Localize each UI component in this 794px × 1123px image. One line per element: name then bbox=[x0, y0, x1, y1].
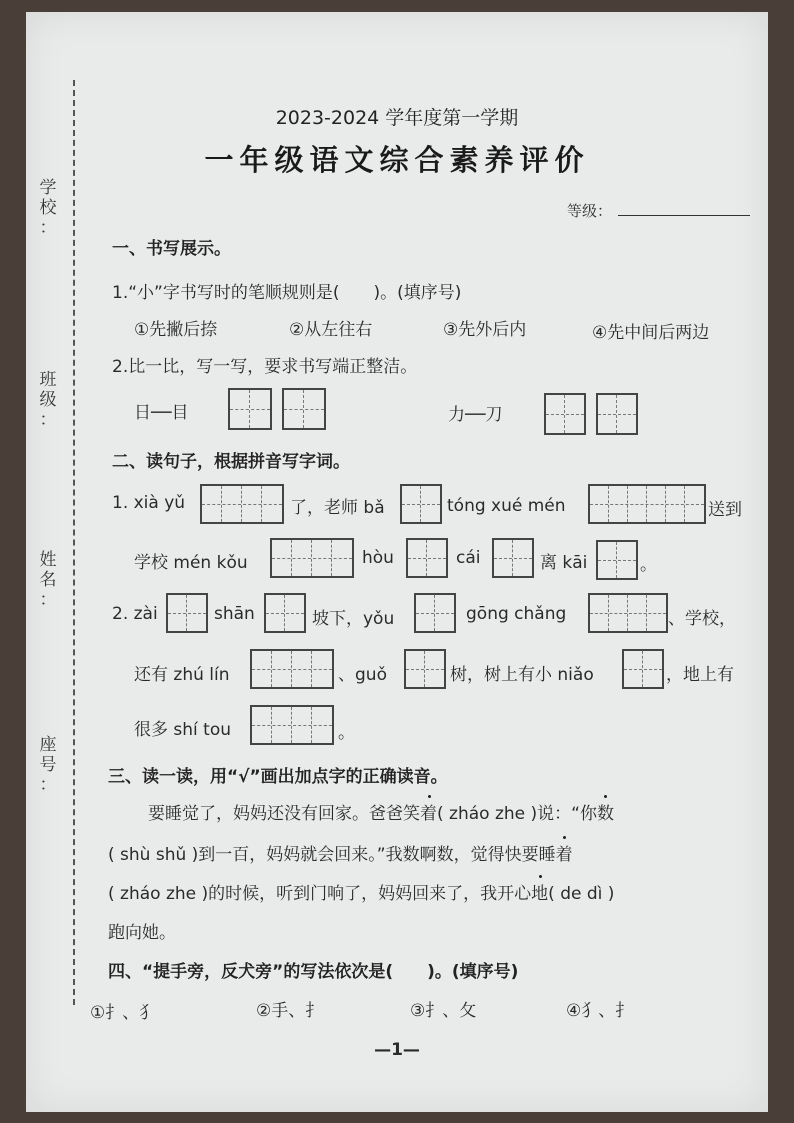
seat-label: 座 号 ： bbox=[39, 735, 57, 795]
writing-box[interactable] bbox=[270, 538, 354, 578]
writing-box[interactable] bbox=[200, 484, 284, 524]
term-heading: 2023-2024 学年度第一学期 bbox=[275, 107, 519, 129]
section1-q1: 1.“小”字书写时的笔顺规则是( )。(填序号) bbox=[112, 283, 462, 303]
writing-box[interactable] bbox=[414, 593, 456, 633]
writing-box[interactable] bbox=[544, 393, 586, 435]
punct: 。 bbox=[640, 555, 657, 575]
pinyin-cai: cái bbox=[456, 548, 481, 568]
writing-box[interactable] bbox=[166, 593, 208, 633]
dotted-char: 着 bbox=[556, 840, 573, 865]
text-xuexiao: 、学校， bbox=[668, 609, 736, 629]
writing-box[interactable] bbox=[282, 388, 326, 430]
section3-heading: 三、读一读，用“√”画出加点字的正确读音。 bbox=[108, 767, 448, 787]
text-dishangyou: ，地上有 bbox=[666, 665, 734, 685]
name-label: 姓 名 ： bbox=[39, 550, 57, 610]
pinyin-shitou: 很多 shí tou bbox=[134, 720, 232, 740]
pair-1: 日──目 bbox=[134, 403, 189, 423]
punct: 。 bbox=[338, 723, 355, 743]
writing-box[interactable] bbox=[406, 538, 448, 578]
dotted-char: 着 bbox=[420, 799, 437, 824]
passage-line-4: 跑向她。 bbox=[108, 923, 176, 943]
q4-option-1: ①扌、犭 bbox=[90, 1003, 157, 1023]
page-number: —1— bbox=[374, 1040, 420, 1060]
text-poxia: 坡下，yǒu bbox=[312, 609, 395, 629]
writing-box[interactable] bbox=[588, 593, 668, 633]
writing-box[interactable] bbox=[596, 393, 638, 435]
class-label: 班 级 ： bbox=[39, 370, 57, 430]
writing-box[interactable] bbox=[228, 388, 272, 430]
grade-blank[interactable] bbox=[618, 215, 750, 216]
q1-option-3: ③先外后内 bbox=[443, 320, 527, 340]
pinyin-menkou: 学校 mén kǒu bbox=[134, 553, 248, 573]
pinyin-hou: hòu bbox=[362, 548, 394, 568]
q4-option-4: ④犭、扌 bbox=[566, 1001, 633, 1021]
pinyin-tongxuemen: tóng xué mén bbox=[447, 496, 566, 516]
writing-box[interactable] bbox=[250, 649, 334, 689]
section1-q2: 2.比一比，写一写，要求书写端正整洁。 bbox=[112, 357, 418, 377]
q1-option-1: ①先撇后捺 bbox=[134, 320, 218, 340]
grade-label: 等级： bbox=[567, 202, 613, 220]
section4-heading: 四、“提手旁，反犬旁”的写法依次是( )。(填序号) bbox=[108, 962, 519, 982]
writing-box[interactable] bbox=[250, 705, 334, 745]
pinyin-zhulin: 还有 zhú lín bbox=[134, 665, 230, 685]
writing-box[interactable] bbox=[492, 538, 534, 578]
section2-heading: 二、读句子，根据拼音写字词。 bbox=[112, 452, 350, 472]
pinyin-shan: shān bbox=[214, 604, 255, 624]
binding-line bbox=[73, 80, 75, 1005]
writing-box[interactable] bbox=[596, 540, 638, 580]
passage-line-2: ( shù shǔ )到一百，妈妈就会回来。”我数啊数，觉得快要睡着 bbox=[108, 840, 573, 865]
text-songdao: 送到 bbox=[708, 500, 742, 520]
text-ba: 了，老师 bǎ bbox=[290, 498, 385, 518]
dotted-char: 地 bbox=[531, 879, 548, 904]
q1-option-2: ②从左往右 bbox=[289, 320, 373, 340]
writing-box[interactable] bbox=[400, 484, 442, 524]
pinyin-gongchang: gōng chǎng bbox=[466, 604, 567, 624]
q4-option-2: ②手、扌 bbox=[256, 1001, 323, 1021]
pinyin-xiayu: 1. xià yǔ bbox=[112, 493, 186, 513]
passage-line-1: 要睡觉了，妈妈还没有回家。爸爸笑着( zháo zhe )说：“你数 bbox=[148, 799, 614, 824]
writing-box[interactable] bbox=[404, 649, 446, 689]
pinyin-zai: 2. zài bbox=[112, 604, 158, 624]
page-title: 一年级语文综合素养评价 bbox=[204, 143, 590, 177]
writing-box[interactable] bbox=[264, 593, 306, 633]
pair-2: 力──刀 bbox=[448, 405, 503, 425]
q1-option-4: ④先中间后两边 bbox=[592, 323, 710, 343]
writing-box[interactable] bbox=[588, 484, 706, 524]
pinyin-guo: 、guǒ bbox=[338, 665, 387, 685]
dotted-char: 数 bbox=[597, 799, 614, 824]
q4-option-3: ③扌、攵 bbox=[410, 1001, 477, 1021]
writing-box[interactable] bbox=[622, 649, 664, 689]
school-label: 学 校 ： bbox=[39, 178, 57, 238]
passage-line-3: ( zháo zhe )的时候，听到门响了，妈妈回来了，我开心地( de dì ) bbox=[108, 879, 614, 904]
pinyin-likai: 离 kāi bbox=[540, 553, 588, 573]
section1-heading: 一、书写展示。 bbox=[112, 239, 231, 259]
pinyin-niao: 树，树上有小 niǎo bbox=[450, 665, 594, 685]
